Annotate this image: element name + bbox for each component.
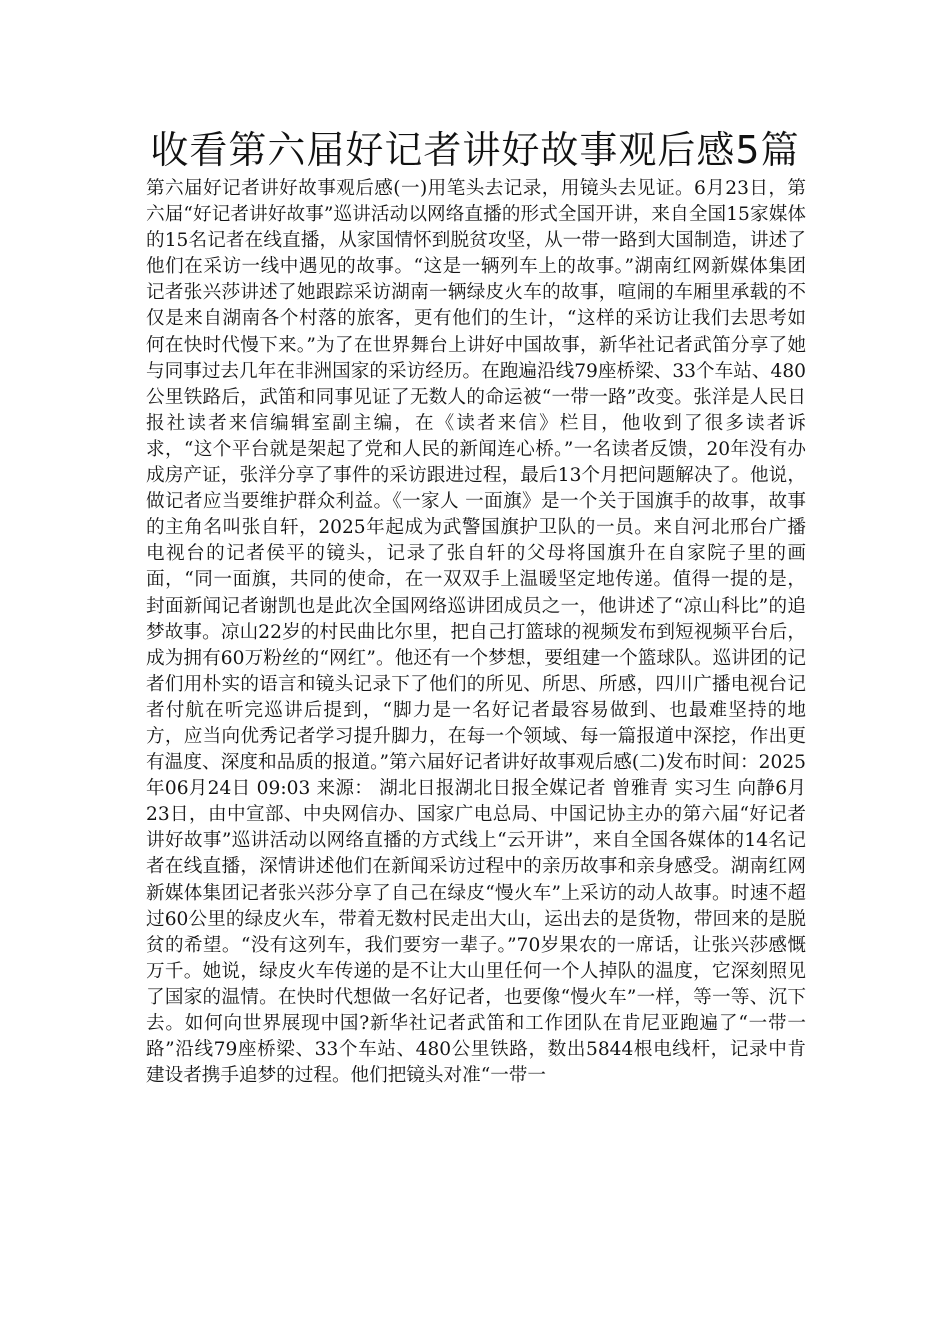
document-body-text: 第六届好记者讲好故事观后感(一)用笔头去记录，用镜头去见证。6月23日，第六届“好记者讲好故事”巡讲活动以网络直播的形式全国开讲，来自全国15家媒体的15名记者在线直播，从家国情怀到脱贫攻坚，从一带一路到大国制造，讲述了他们在采访一线中遇见的故事。“这是一辆列车上的故事。”湖南红网新媒体集团记者张兴莎讲述了她跟踪采访湖南一辆绿皮火车的故事，喧闹的车厢里承载的不仅是来自湖南各个村落的旅客，更有他们的生计，“这样的采访让我们去思考如何在快时代慢下来。”为了在世界舞台上讲好中国故事，新华社记者武笛分享了她与同事过去几年在非洲国家的采访经历。在跑遍沿线79座桥梁、33个车站、480公里铁路后，武笛和同事见证了无数人的命运被“一带一路”改变。张洋是人民日报社读者来信编辑室副主编，在《读者来信》栏目，他收到了很多读者诉求，“这个平台就是架起了党和人民的新闻连心桥。”一名读者反馈，20年没有办成房产证，张洋分享了事件的采访跟进过程，最后13个月把问题解决了。他说，做记者应当要维护群众利益。《一家人 一面旗》是一个关于国旗手的故事，故事的主角名叫张自轩，2025年起成为武警国旗护卫队的一员。来自河北邢台广播电视台的记者侯平的镜头，记录了张自轩的父母将国旗升在自家院子里的画面，“同一面旗，共同的使命，在一双双手上温暖坚定地传递。值得一提的是，封面新闻记者谢凯也是此次全国网络巡讲团成员之一，他讲述了“凉山科比”的追梦故事。凉山22岁的村民曲比尔里，把自己打篮球的视频发布到短视频平台后，成为拥有60万粉丝的“网红”。他还有一个梦想，要组建一个篮球队。巡讲团的记者们用朴实的语言和镜头记录下了他们的所见、所思、所感，四川广播电视台记者付航在听完巡讲后提到，“脚力是一名好记者最容易做到、也最难坚持的地方，应当向优秀记者学习提升脚力，在每一个领域、每一篇报道中深挖，作出更有温度、深度和品质的报道。”第六届好记者讲好故事观后感(二)发布时间：2025年06月24日 09:03 来源： 湖北日报湖北日报全媒记者 曾雅青 实习生 向静6月23日，由中宣部、中央网信办、国家广电总局、中国记协主办的第六届“好记者讲好故事”巡讲活动以网络直播的方式线上“云开讲”，来自全国各媒体的14名记者在线直播，深情讲述他们在新闻采访过程中的亲历故事和亲身感受。湖南红网新媒体集团记者张兴莎分享了自己在绿皮“慢火车”上采访的动人故事。时速不超过60公里的绿皮火车，带着无数村民走出大山，运出去的是货物，带回来的是脱贫的希望。“没有这列车，我们要穷一辈子。”70岁果农的一席话，让张兴莎感慨万千。她说，绿皮火车传递的是不让大山里任何一个人掉队的温度，它深刻照见了国家的温情。在快时代想做一名好记者，也要像“慢火车”一样，等一等、沉下去。如何向世界展现中国?新华社记者武笛和工作团队在肯尼亚跑遍了“一带一路”沿线79座桥梁、33个车站、480公里铁路，数出5844根电线杆，记录中肯建设者携手追梦的过程。他们把镜头对准“一带一 — [146, 178, 806, 1087]
document-title: 收看第六届好记者讲好故事观后感5篇 — [150, 128, 800, 172]
